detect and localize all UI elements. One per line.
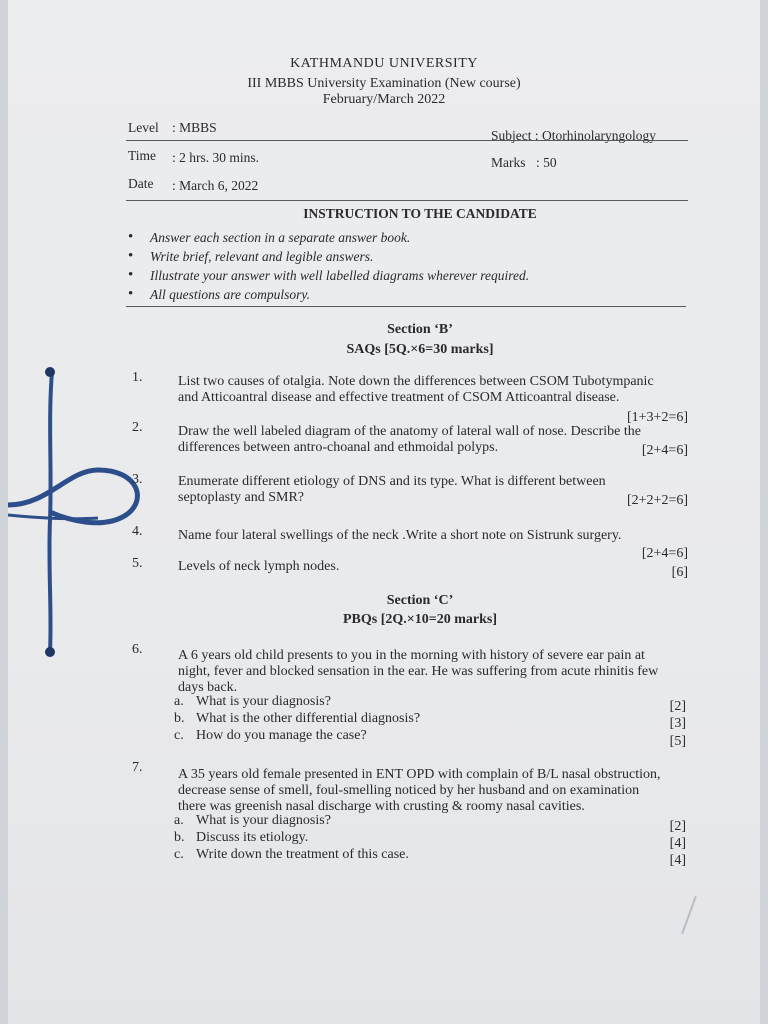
marks-value: : 50 <box>536 155 557 170</box>
question-3-marks: [2+2+2=6] <box>626 493 688 508</box>
instructions-list <box>126 228 529 304</box>
instructions-title: INSTRUCTION TO THE CANDIDATE <box>303 206 537 221</box>
question-line: List two causes of otalgia. Note down the differences between CSOM Tubotympanic <box>178 374 654 389</box>
sub-marks: [5] <box>669 734 686 749</box>
question-number: 5. <box>132 556 143 571</box>
question-1-marks: [1+3+2=6] <box>626 410 688 425</box>
section-c-title: Section ‘C’ <box>386 593 454 608</box>
sub-question <box>174 847 409 863</box>
question-4-marks: [2+4=6] <box>641 546 688 561</box>
sub-question <box>174 694 331 710</box>
sub-text: How do you manage the case? <box>196 728 367 743</box>
section-b-subtitle: SAQs [5Q.×6=30 marks] <box>346 342 494 357</box>
question-7-text <box>178 767 698 815</box>
question-line: differences between antro-choanal and ethmoidal polyps. <box>178 440 499 455</box>
sub-question <box>174 813 331 829</box>
time-value: : 2 hrs. 30 mins. <box>172 150 260 165</box>
question-line: there was greenish nasal discharge with crusting & roomy nasal cavities. <box>178 799 585 814</box>
question-line: days back. <box>178 680 238 695</box>
question-number: 2. <box>132 420 143 435</box>
sub-letter: c. <box>174 728 184 743</box>
sub-question <box>174 728 367 744</box>
question-2-text <box>178 424 698 456</box>
level-label: Level <box>128 120 159 135</box>
date-label: Date <box>128 176 154 191</box>
sub-letter: a. <box>174 813 184 828</box>
sub-text: What is your diagnosis? <box>196 813 331 828</box>
question-3-text <box>178 474 698 506</box>
question-5-marks: [6] <box>671 565 688 580</box>
pencil-mark-icon <box>681 896 697 934</box>
question-number: 6. <box>132 642 143 657</box>
question-line: A 35 years old female presented in ENT OPD with complain of B/L nasal obstruction, <box>178 767 661 782</box>
sub-marks: [2] <box>669 699 686 714</box>
level-value: : MBBS <box>172 120 217 135</box>
question-line: A 6 years old child presents to you in the morning with history of severe ear pain at <box>178 648 645 663</box>
sub-letter: c. <box>174 847 184 862</box>
question-line: septoplasty and SMR? <box>178 490 304 505</box>
instruction-item: • All questions are compulsory. <box>126 285 529 304</box>
section-b-title: Section ‘B’ <box>387 322 453 337</box>
meta-divider-1 <box>126 140 688 141</box>
exam-session: February/March 2022 <box>322 92 446 107</box>
instructions-divider <box>126 306 686 307</box>
university-name: KATHMANDU UNIVERSITY <box>290 56 478 71</box>
sub-marks: [4] <box>669 836 686 851</box>
sub-question <box>174 711 420 727</box>
instruction-item: • Answer each section in a separate answer book. <box>126 228 529 247</box>
sub-marks: [2] <box>669 819 686 834</box>
subject-field: Subject : Otorhinolaryngology <box>491 128 656 143</box>
question-number: 1. <box>132 370 143 385</box>
marks-label: Marks <box>491 155 526 170</box>
sub-letter: b. <box>174 830 185 845</box>
question-line: decrease sense of smell, foul-smelling noticed by her husband and on examination <box>178 783 640 798</box>
sub-marks: [3] <box>669 716 686 731</box>
question-number: 7. <box>132 760 143 775</box>
exam-title: III MBBS University Examination (New course) <box>247 76 521 91</box>
instruction-item: • Write brief, relevant and legible answers. <box>126 247 529 266</box>
sub-text: Discuss its etiology. <box>196 830 309 845</box>
sub-marks: [4] <box>669 853 686 868</box>
instruction-item: • Illustrate your answer with well labelled diagrams wherever required. <box>126 266 529 285</box>
question-number: 3. <box>132 472 143 487</box>
date-value: : March 6, 2022 <box>172 178 259 193</box>
sub-text: What is the other differential diagnosis? <box>196 711 421 726</box>
question-line: Draw the well labeled diagram of the anatomy of lateral wall of nose. Describe the <box>178 424 641 439</box>
sub-question <box>174 830 308 846</box>
question-1-text <box>178 374 698 406</box>
exam-paper <box>8 0 760 1024</box>
section-c-subtitle: PBQs [2Q.×10=20 marks] <box>342 612 497 627</box>
sub-letter: b. <box>174 711 185 726</box>
question-4-text: Name four lateral swellings of the neck .Write a short note on Sistrunk surgery. <box>178 528 622 543</box>
time-label: Time <box>128 148 157 163</box>
sub-letter: a. <box>174 694 184 709</box>
question-line: Enumerate different etiology of DNS and its type. What is different between <box>178 474 606 489</box>
question-number: 4. <box>132 524 143 539</box>
question-5-text: Levels of neck lymph nodes. <box>178 559 340 574</box>
question-2-marks: [2+4=6] <box>641 443 688 458</box>
question-6-text <box>178 648 698 696</box>
question-line: and Atticoantral disease and effective treatment of CSOM Atticoantral disease. <box>178 390 620 405</box>
meta-divider-2 <box>126 200 688 201</box>
sub-text: What is your diagnosis? <box>196 694 331 709</box>
question-line: night, fever and blocked sensation in the ear. He was suffering from acute rhinitis few <box>178 664 659 679</box>
sub-text: Write down the treatment of this case. <box>196 847 409 862</box>
